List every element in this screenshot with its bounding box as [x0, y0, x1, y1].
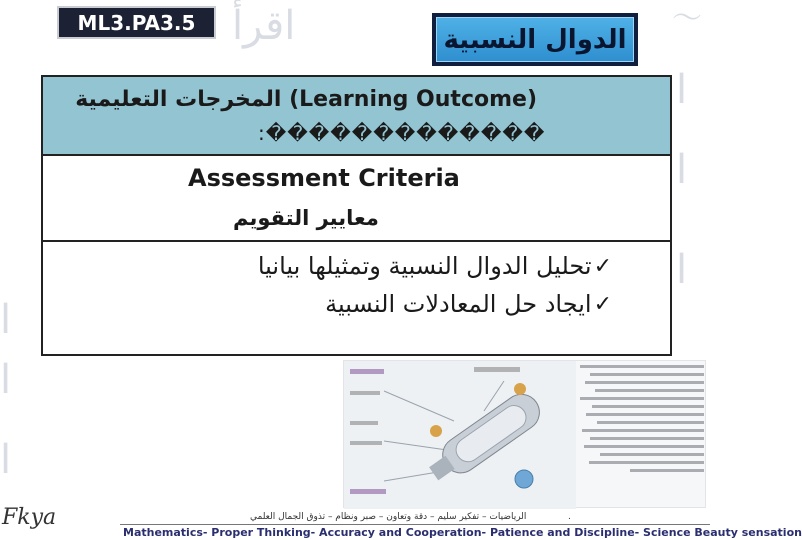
criteria-item-text: ايجاد حل المعادلات النسبية — [325, 290, 592, 318]
check-icon: ✓ — [593, 291, 612, 317]
outcome-row — [43, 77, 670, 156]
watermark-logo-icon: 〜 — [672, 1, 702, 36]
signature-icon: Fkya — [2, 505, 57, 530]
page-title: الدوال النسبية — [436, 17, 634, 62]
criteria-list — [43, 242, 670, 354]
criteria-title-ar: معايير التقويم — [233, 206, 379, 230]
watermark-logo-icon: ا — [0, 297, 12, 343]
watermark-logo-icon: ا — [0, 357, 12, 403]
watermark-logo-icon: ا — [676, 147, 688, 193]
check-icon: ✓ — [593, 253, 612, 279]
footer-divider — [120, 524, 710, 525]
list-item — [325, 290, 612, 318]
water-filter-diagram — [344, 361, 576, 509]
outcome-label: المخرجات التعليمية (Learning Outcome) — [75, 87, 537, 112]
criteria-title-en: Assessment Criteria — [188, 164, 460, 192]
watermark-logo-icon: اقرأ — [232, 3, 296, 49]
lesson-code-badge: ML3.PA3.5 — [57, 6, 216, 39]
footer-dot: . — [568, 512, 571, 522]
outcome-table — [41, 75, 672, 356]
watermark-logo-icon: ا — [0, 437, 12, 483]
criteria-item-text: تحليل الدوال النسبية وتمثيلها بيانيا — [257, 252, 592, 280]
list-item — [258, 252, 612, 280]
footer-values-ar: الرياضيات – تفكير سليم – دقة وتعاون – صبر ونظام – تذوق الجمال العلمي — [250, 512, 527, 522]
watermark-logo-icon: ا — [676, 247, 688, 293]
outcome-code: :������������� — [258, 121, 546, 145]
watermark-logo-icon: ا — [676, 67, 688, 113]
illustration-image — [343, 360, 706, 508]
illustration-text-block — [580, 365, 704, 505]
title-banner — [432, 13, 638, 66]
footer-values-en: Mathematics- Proper Thinking- Accuracy and Cooperation- Patience and Discipline- Science Beauty sensation — [123, 526, 802, 539]
criteria-header-row — [43, 156, 670, 242]
